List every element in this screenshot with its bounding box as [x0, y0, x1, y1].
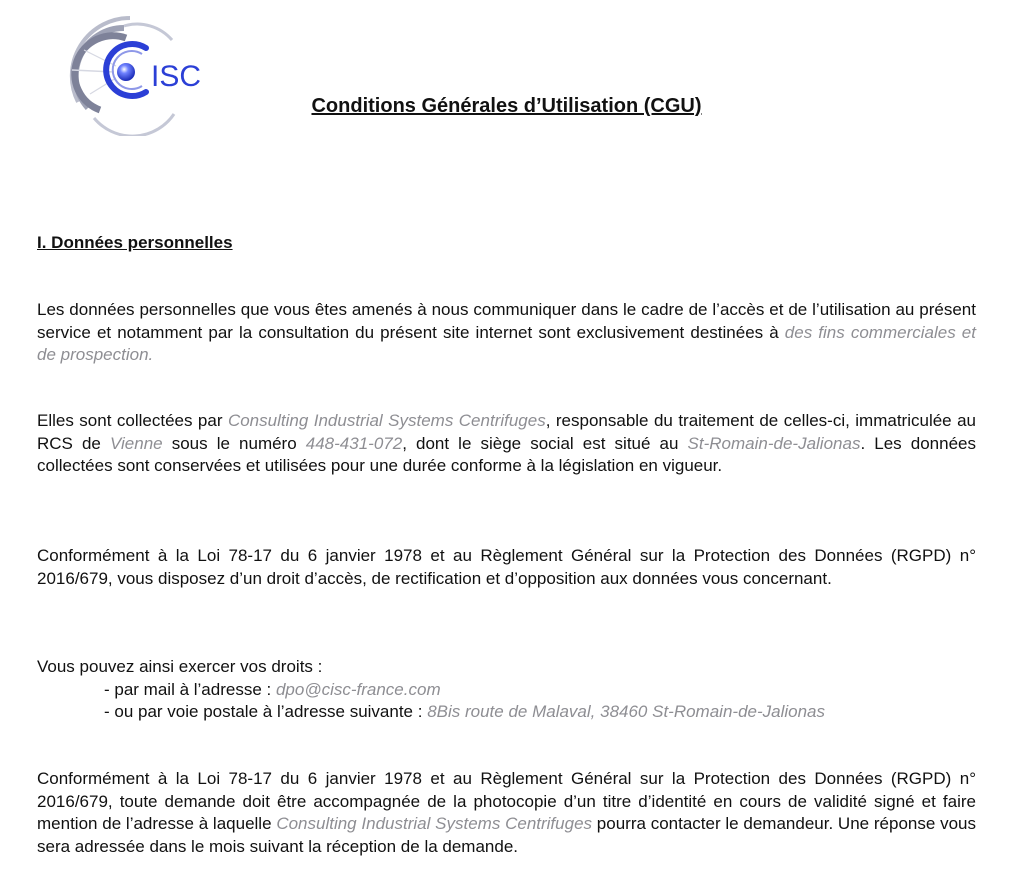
paragraph-text: . Les données collectées sont conservées et utilisées pour une durée conforme à la législation en vigueur.	[37, 433, 976, 476]
paragraph-text: , responsable du traitement de celles-ci, immatriculée au RCS de	[37, 411, 976, 453]
logo-text: ISC	[151, 60, 202, 93]
paragraph-request-requirements	[37, 768, 976, 858]
dpo-email-link[interactable]: dpo@cisc-france.com	[275, 679, 441, 699]
contact-list	[37, 679, 976, 724]
paragraph-data-controller	[37, 410, 976, 478]
paragraph-data-usage	[37, 299, 976, 367]
section-heading: I. Données personnelles	[37, 233, 233, 252]
list-item-mail	[104, 679, 976, 702]
postal-address: 8Bis route de Malaval, 38460 St-Romain-de-Jalionas	[427, 702, 826, 722]
registered-seat: St-Romain-de-Jalionas	[687, 433, 861, 453]
paragraph-exercise-rights	[37, 656, 976, 724]
rcs-number: 448-431-072	[305, 433, 403, 453]
paragraph-text: sous le numéro	[162, 433, 306, 453]
company-name: Consulting Industrial Systems Centrifuges	[276, 814, 593, 834]
purpose-highlight: des fins commerciales et de prospection.	[37, 322, 976, 365]
list-item-label: - par mail à l’adresse :	[104, 679, 276, 699]
paragraph-text: , dont le siège social est situé au	[402, 433, 688, 453]
list-item-label: - ou par voie postale à l’adresse suivante :	[104, 702, 428, 722]
paragraph-text: pourra contacter le demandeur. Une réponse vous sera adressée dans le mois suivant la réception de la demande.	[37, 814, 976, 856]
paragraph-text: Conformément à la Loi 78-17 du 6 janvier 1978 et au Règlement Général sur la Protection des Données (RGPD) n° 2016/679, toute demande doit être accompagnée de la photocopie d’un titre d’identité en cours de validité signé et faire mention de l’adresse à laquelle	[37, 769, 976, 834]
document-title: Conditions Générales d’Utilisation (CGU)	[311, 95, 702, 117]
company-name: Consulting Industrial Systems Centrifuges	[227, 411, 546, 430]
list-item-post	[104, 701, 976, 724]
paragraph-text: Elles sont collectées par	[37, 411, 228, 430]
rights-intro: Vous pouvez ainsi exercer vos droits :	[37, 657, 323, 676]
rcs-city: Vienne	[109, 433, 163, 453]
paragraph-rights-law: Conformément à la Loi 78-17 du 6 janvier 1978 et au Règlement Général sur la Protection des Données (RGPD) n° 2016/679, vous disposez d’un droit d’accès, de rectification et d’opposition aux données vous concernant.	[37, 546, 976, 588]
paragraph-text: Les données personnelles que vous êtes amenés à nous communiquer dans le cadre de l’accès et de l’utilisation au présent service et notamment par la consultation du présent site internet sont exclusivement destinées à	[37, 300, 976, 342]
